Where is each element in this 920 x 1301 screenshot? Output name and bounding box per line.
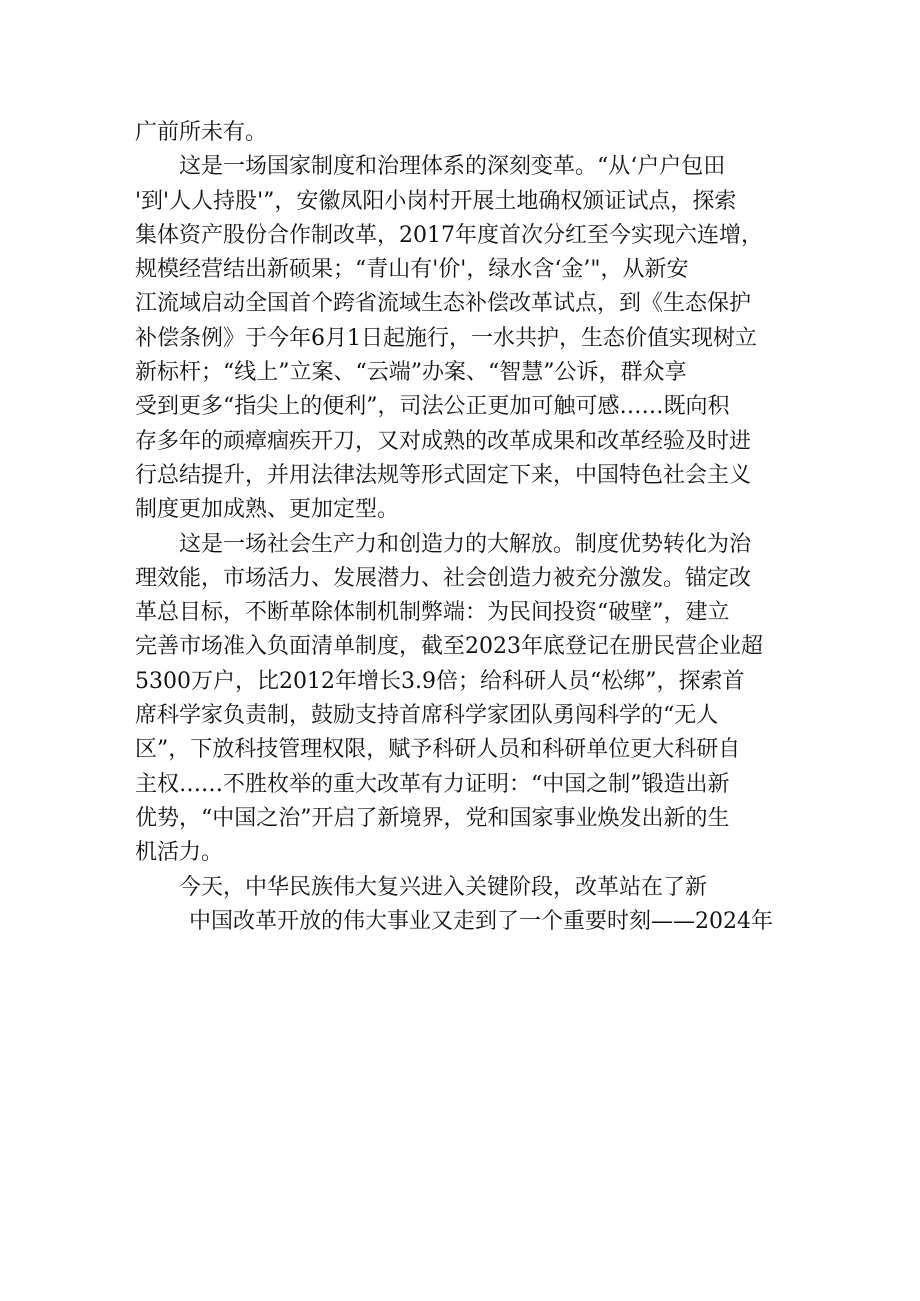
text-line: 机活力。	[135, 840, 224, 866]
text-line: 完善市场准入负面清单制度，截至2023年底登记在册民营企业超	[135, 634, 763, 660]
text-line: '到'人人持股'”，安徽凤阳小岗村开展土地确权颁证试点，探索	[135, 188, 737, 214]
text-line: 受到更多“指尖上的便利”，司法公正更加可触可感……既向积	[135, 394, 730, 420]
text-line: 理效能，市场活力、发展潜力、社会创造力被充分激发。锚定改	[135, 565, 752, 591]
paragraph-start-line: 中国改革开放的伟大事业又走到了一个重要时刻——2024年	[189, 908, 773, 934]
text-line: 新标杆；“线上”立案、“云端”办案、“智慧”公诉，群众享	[135, 360, 687, 386]
text-line: 5300万户，比2012年增长3.9倍；给科研人员“松绑”，探索首	[135, 668, 745, 694]
text-line: 制度更加成熟、更加定型。	[135, 497, 400, 523]
text-line: 江流域启动全国首个跨省流域生态补偿改革试点，到《生态保护	[135, 291, 752, 317]
paragraph-start-line: 这是一场国家制度和治理体系的深刻变革。“从‘户户包田	[179, 154, 726, 180]
text-line: 优势，“中国之治”开启了新境界，党和国家事业焕发出新的生	[135, 805, 730, 831]
text-line: 规模经营结出新硕果；“青山有'价'，绿水含‘金’"，从新安	[135, 257, 689, 283]
text-line: 补偿条例》于今年6月1日起施行，一水共护，生态价值实现树立	[135, 325, 757, 351]
text-line: 席科学家负责制，鼓励支持首席科学家团队勇闯科学的“无人	[135, 703, 719, 729]
text-line: 存多年的顽瘴痼疾开刀，又对成熟的改革成果和改革经验及时进	[135, 428, 752, 454]
document-body	[135, 116, 791, 939]
text-line: 主权……不胜枚举的重大改革有力证明：“中国之制”锻造出新	[135, 771, 730, 797]
text-line: 革总目标，不断革除体制机制弊端：为民间投资“破壁”，建立	[135, 600, 730, 626]
text-line: 集体资产股份合作制改革，2017年度首次分红至今实现六连增，	[135, 222, 763, 248]
text-line: 行总结提升，并用法律法规等形式固定下来，中国特色社会主义	[135, 462, 752, 488]
paragraph-start-line: 这是一场社会生产力和创造力的大解放。制度优势转化为治	[179, 531, 752, 557]
paragraph-start-line: 今天，中华民族伟大复兴进入关键阶段，改革站在了新	[179, 874, 708, 900]
text-line: 广前所未有。	[135, 120, 268, 145]
text-line: 区”，下放科技管理权限，赋予科研人员和科研单位更大科研自	[135, 737, 741, 763]
